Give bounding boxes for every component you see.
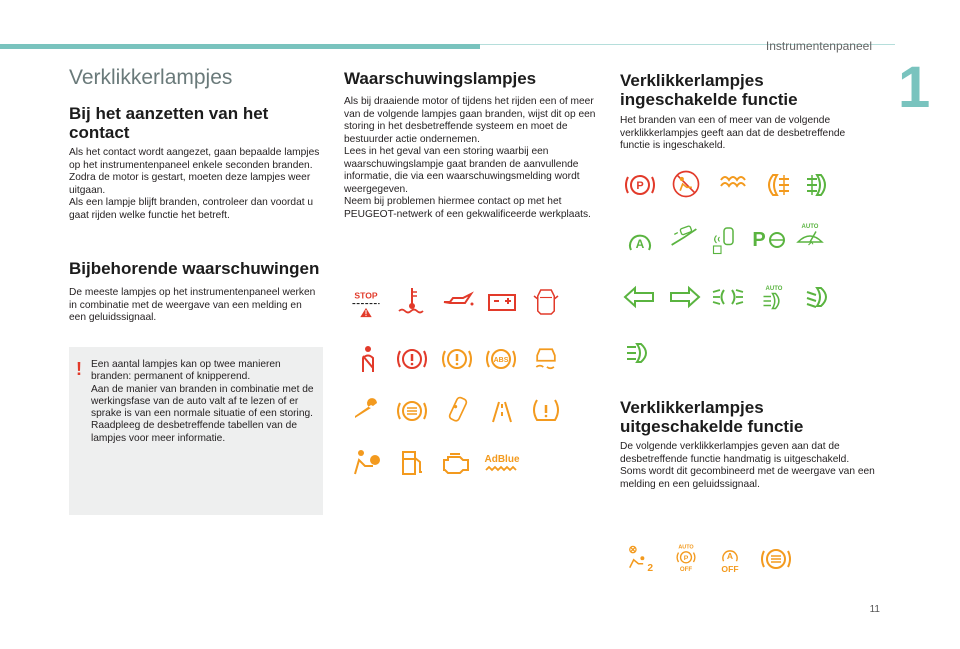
heading-deactivated-functions: Verklikkerlampjes uitgeschakelde functie [620, 398, 804, 436]
adblue-label: AdBlue [484, 454, 520, 465]
right-indicator-icon [666, 282, 702, 312]
brake-off-p-label: P [683, 555, 689, 563]
battery-icon [484, 286, 520, 316]
stop-start-active-icon [622, 226, 658, 256]
parking-brake-applied-icon [622, 170, 658, 200]
brake-auto-label: AUTO [678, 544, 694, 551]
fuel-level-icon [394, 448, 430, 478]
stop-start-off-a-label: A [726, 551, 734, 561]
auto-wipers-label: AUTO [801, 223, 819, 230]
tyre-pressure-icon [528, 396, 564, 426]
header-accent-bar [0, 44, 480, 49]
airbag-deactivated-icon [668, 166, 704, 202]
adblue-icon [480, 448, 524, 478]
lane-keeping-assist-icon [666, 220, 702, 254]
note-warning-icon: ! [76, 359, 82, 379]
auto-headlamps-icon [756, 278, 792, 318]
heading-active-functions: Verklikkerlampjes ingeschakelde functie [620, 71, 798, 109]
seatbelt-icon [350, 344, 386, 374]
chapter-number: 1 [898, 55, 931, 120]
auto-parking-brake-off-icon [668, 536, 704, 580]
stop-label: STOP [354, 290, 378, 301]
parking-p-label: P [636, 180, 644, 192]
airbag-off-icon [622, 540, 658, 578]
dipped-beam-icon [802, 282, 838, 312]
heading-warnings: Bijbehorende waarschuwingen [69, 259, 320, 278]
airbag-door-icon [440, 392, 476, 428]
sidelights-icon [710, 282, 746, 312]
parking-brake-auto-icon [748, 224, 784, 254]
paragraph-warning-lamps: Als bij draaiende motor of tijdens het rijden een of meer van de volgende lampjes gaan branden, wijst dit op een storing in het desbetreffende systeem en moet de bestuurder actie ondernemen. Lees in het geval van een storing waarbij een waarschuwingslampje gaat branden de aanvullende informatie, die via een waarschuwingsmelding wordt weergegeven. Neem bij problemen hiermee contact op met het PEUGEOT-netwerk of een gekwalificeerde werkplaats. [344, 96, 596, 220]
chapter-label: Instrumentenpaneel [765, 39, 872, 53]
auto-wipers-icon [792, 216, 828, 256]
engine-fault-icon [439, 448, 475, 478]
door-open-icon [528, 282, 564, 322]
electric-parking-brake-off-icon [758, 544, 794, 574]
paragraph-contact: Als het contact wordt aangezet, gaan bepaalde lampjes op het instrumentenpaneel enkele seconden branden. Zodra de motor is gestart, moeten deze lampjes weer uitgaan. Als een lampje blijft branden, controleer dan voordat u gaat rijden welke functie het betreft. [69, 147, 320, 221]
front-fog-light-icon [802, 170, 838, 200]
rear-fog-light-icon [758, 170, 794, 200]
section-title: Verklikkerlampjes [69, 66, 233, 89]
stop-icon [348, 284, 384, 326]
heading-contact: Bij het aanzetten van het contact [69, 104, 269, 142]
parking-auto-p-label: P [752, 229, 766, 251]
heading-warning-lamps: Waarschuwingslampjes [344, 69, 537, 88]
esp-traction-icon [528, 342, 564, 376]
stop-start-off-label: OFF [721, 563, 739, 574]
coolant-temperature-icon [394, 286, 430, 316]
stop-start-off-icon [712, 538, 748, 580]
note-text: Een aantal lampjes kan op twee manieren branden: permanent of knipperend. Aan de manier van branden in combinatie met de werkingsfase van de auto valt af te lezen of er sprake is van een normale situatie of een storing. Raadpleeg de desbetreffende tabellen van de lampjes voor meer informatie. [91, 359, 314, 444]
service-wrench-icon [350, 396, 386, 426]
park-assist-sensors-icon [706, 220, 742, 260]
abs-icon [483, 344, 519, 374]
stop-start-a-label: A [635, 237, 645, 251]
electric-parking-brake-icon [394, 396, 430, 426]
abs-label: ABS [493, 357, 509, 364]
passenger-airbag-icon [350, 448, 386, 478]
airbag-off-2-label: 2 [647, 562, 654, 574]
main-beam-icon [622, 338, 658, 368]
left-indicator-icon [622, 282, 658, 312]
brake-system-icon [394, 344, 430, 374]
auto-headlamps-label: AUTO [765, 285, 783, 292]
oil-pressure-icon [440, 286, 476, 316]
brake-warning-icon [439, 344, 475, 374]
brake-off-label: OFF [679, 565, 693, 573]
paragraph-active-functions: Het branden van een of meer van de volgende verklikkerlampjes geeft aan dat de desbetreffende functie is ingeschakeld. [620, 115, 846, 151]
glow-plug-preheating-icon [714, 170, 750, 200]
paragraph-deactivated-functions: De volgende verklikkerlampjes geven aan dat de desbetreffende functie handmatig is uitgeschakeld. Soms wordt dit gecombineerd met de weergave van een melding en een geluidssignaal. [620, 441, 875, 490]
paragraph-warnings: De meeste lampjes op het instrumentenpaneel werken in combinatie met de weergave van een melding en een geluidssignaal. [69, 287, 316, 323]
page-number: 11 [869, 604, 880, 615]
lane-departure-icon [484, 396, 520, 426]
